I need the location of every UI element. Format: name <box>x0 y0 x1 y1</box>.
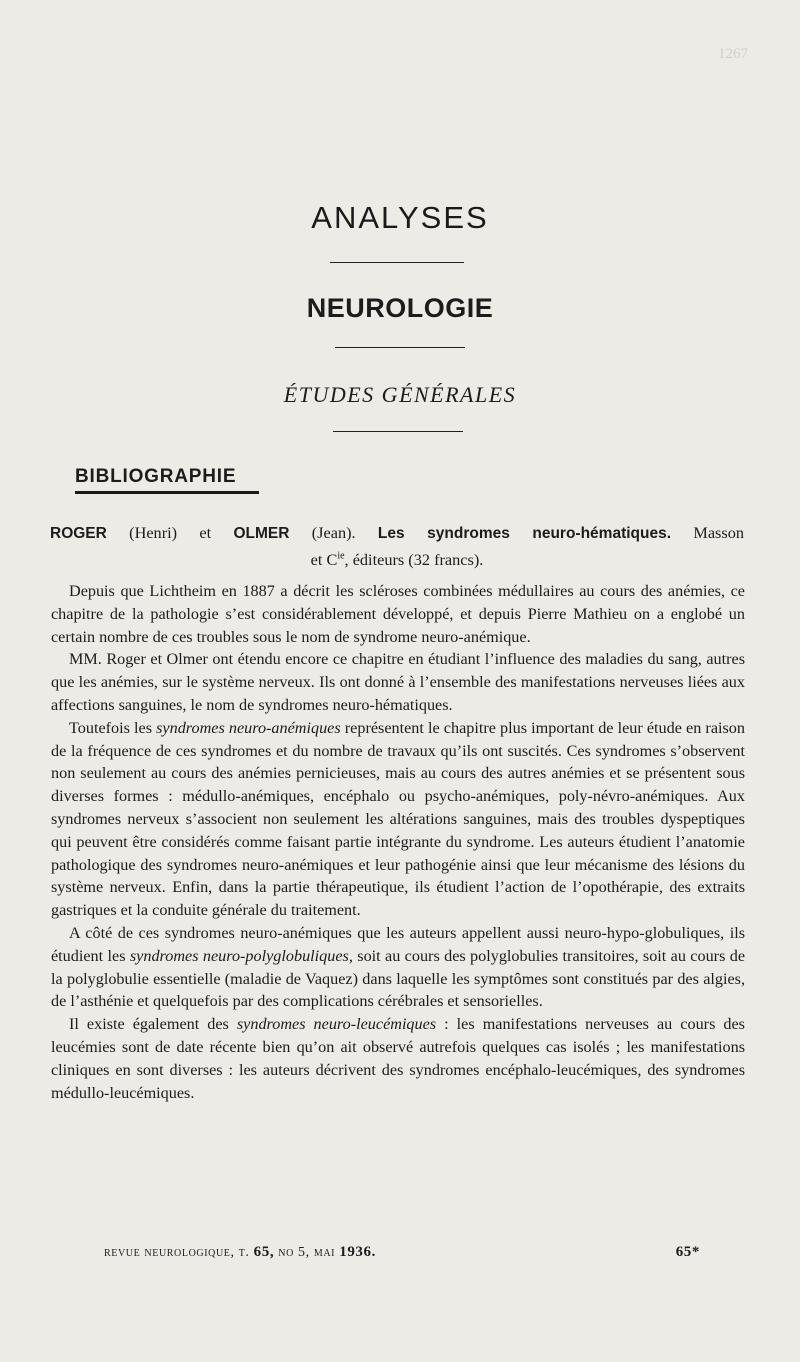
divider-rule <box>333 431 463 432</box>
conjunction: et <box>199 523 212 542</box>
paragraph-3 <box>51 717 745 922</box>
section-title-neurologie: NEUROLOGIE <box>306 293 494 323</box>
issue-year: 1936. <box>339 1244 376 1260</box>
paragraph-2: MM. Roger et Olmer ont étendu encore ce chapitre en étudiant l’influence des maladies du sang, autres que les anémies, sur le système nerveux. Ils ont donné à l’ensemble des manifestations nerveuses liées aux affections sanguines, le nom de syndromes neuro-hématiques. <box>51 650 745 714</box>
paragraph-5-text-b: : les manifestations nerveuses au cours des leucémies sont de date récente bien qu’on ait observé autrefois quelques cas isolés ; les manifestations cliniques en sont diverses : les auteurs décrivent des syndromes encéphalo-leucémiques, des syndromes médullo-leucémiques. <box>51 1015 745 1102</box>
publisher: Masson <box>693 523 745 542</box>
author-2: OLMER <box>233 525 290 542</box>
paragraph-4 <box>51 922 745 1013</box>
author-1: ROGER <box>50 525 107 542</box>
signature-mark: 65* <box>675 1244 700 1260</box>
review-body <box>51 580 745 1104</box>
paragraph-4-text-a: A côté de ces syndromes neuro-anémiques que les auteurs appellent aussi neuro-hypo-globuliques, ils étudient les <box>51 923 745 965</box>
volume-number: 65, <box>253 1244 275 1260</box>
paragraph-3-text-a: Toutefois les <box>69 718 157 737</box>
issue-month: mai <box>313 1245 336 1260</box>
author-1-first-name: (Henri) <box>129 523 178 542</box>
paragraph-3-emphasis: syndromes neuro-anémiques <box>156 718 341 737</box>
author-2-first-name: (Jean). <box>311 523 356 542</box>
paragraph-4-text-b: soit au cours des polyglobulies transitoires, soit au cours de la polyglobulie essentielle (maladie de Vaquez) dans laquelle les symptômes sont constitués par des algies, de l’asthénie et quelquefois par des complications cérébrales et sensorielles. <box>51 946 746 1011</box>
bibliographie-heading: BIBLIOGRAPHIE <box>75 466 237 487</box>
divider-rule <box>330 262 464 263</box>
bibliographic-citation <box>50 521 744 571</box>
publisher-sup: ie <box>337 551 345 562</box>
section-title-etudes-generales: ÉTUDES GÉNÉRALES <box>283 382 517 407</box>
section-title-analyses: ANALYSES <box>311 200 489 235</box>
divider-rule <box>335 347 465 348</box>
publisher-co: et C <box>310 550 338 570</box>
paragraph-3-text-b: représentent le chapitre plus important de leur étude en raison de la fréquence de ces syndromes et du nombre de travaux qu’ils ont suscités. Ces syndromes s’observent non seulement au cours des anémies pernicieuses, mais au cours des autres anémies et se présentent sous diverses formes : médullo-anémiques, encéphalo ou psycho-anémiques, poly-névro-anémiques. Aux syndromes nerveux s’associent non seulement les altérations sanguines, mais des troubles dyspeptiques qui peuvent être considérés comme faisant partie intégrante du syndrome. Les auteurs étudient l’anatomie pathologique des syndromes neuro-anémiques et leur pathogénie ainsi que leur mécanisme des lésions du système nerveux. Enfin, dans la partie thérapeutique, ils étudient l’action de l’opothérapie, des extraits gastriques et la conduite générale du traitement. <box>51 718 745 920</box>
paragraph-5 <box>51 1013 745 1104</box>
paragraph-1: Depuis que Lichtheim en 1887 a décrit les scléroses combinées médullaires au cours des anémies, ce chapitre de la pathologie s’est considérablement développé, et depuis Pierre Mathieu on a englobé un certain nombre de ces troubles sous le nom de syndrome neuro-anémique. <box>51 582 745 646</box>
bibliographie-underline <box>75 491 259 494</box>
paragraph-4-emphasis: syndromes neuro-polyglobuliques, <box>129 946 353 965</box>
book-title: Les syndromes neuro-hématiques. <box>377 525 672 542</box>
issue-number: no 5, <box>278 1245 310 1260</box>
page-footer <box>104 1244 700 1261</box>
paragraph-5-emphasis: syndromes neuro-leucémiques <box>236 1015 437 1034</box>
publisher-price: , éditeurs (32 francs). <box>344 550 484 570</box>
journal-name: revue neurologique, t. <box>104 1245 250 1260</box>
citation-line-1 <box>50 521 744 545</box>
paragraph-5-text-a: Il existe également des <box>69 1015 237 1034</box>
citation-line-2 <box>311 550 484 569</box>
faded-page-number: 1267 <box>718 46 748 62</box>
journal-reference <box>104 1244 376 1261</box>
